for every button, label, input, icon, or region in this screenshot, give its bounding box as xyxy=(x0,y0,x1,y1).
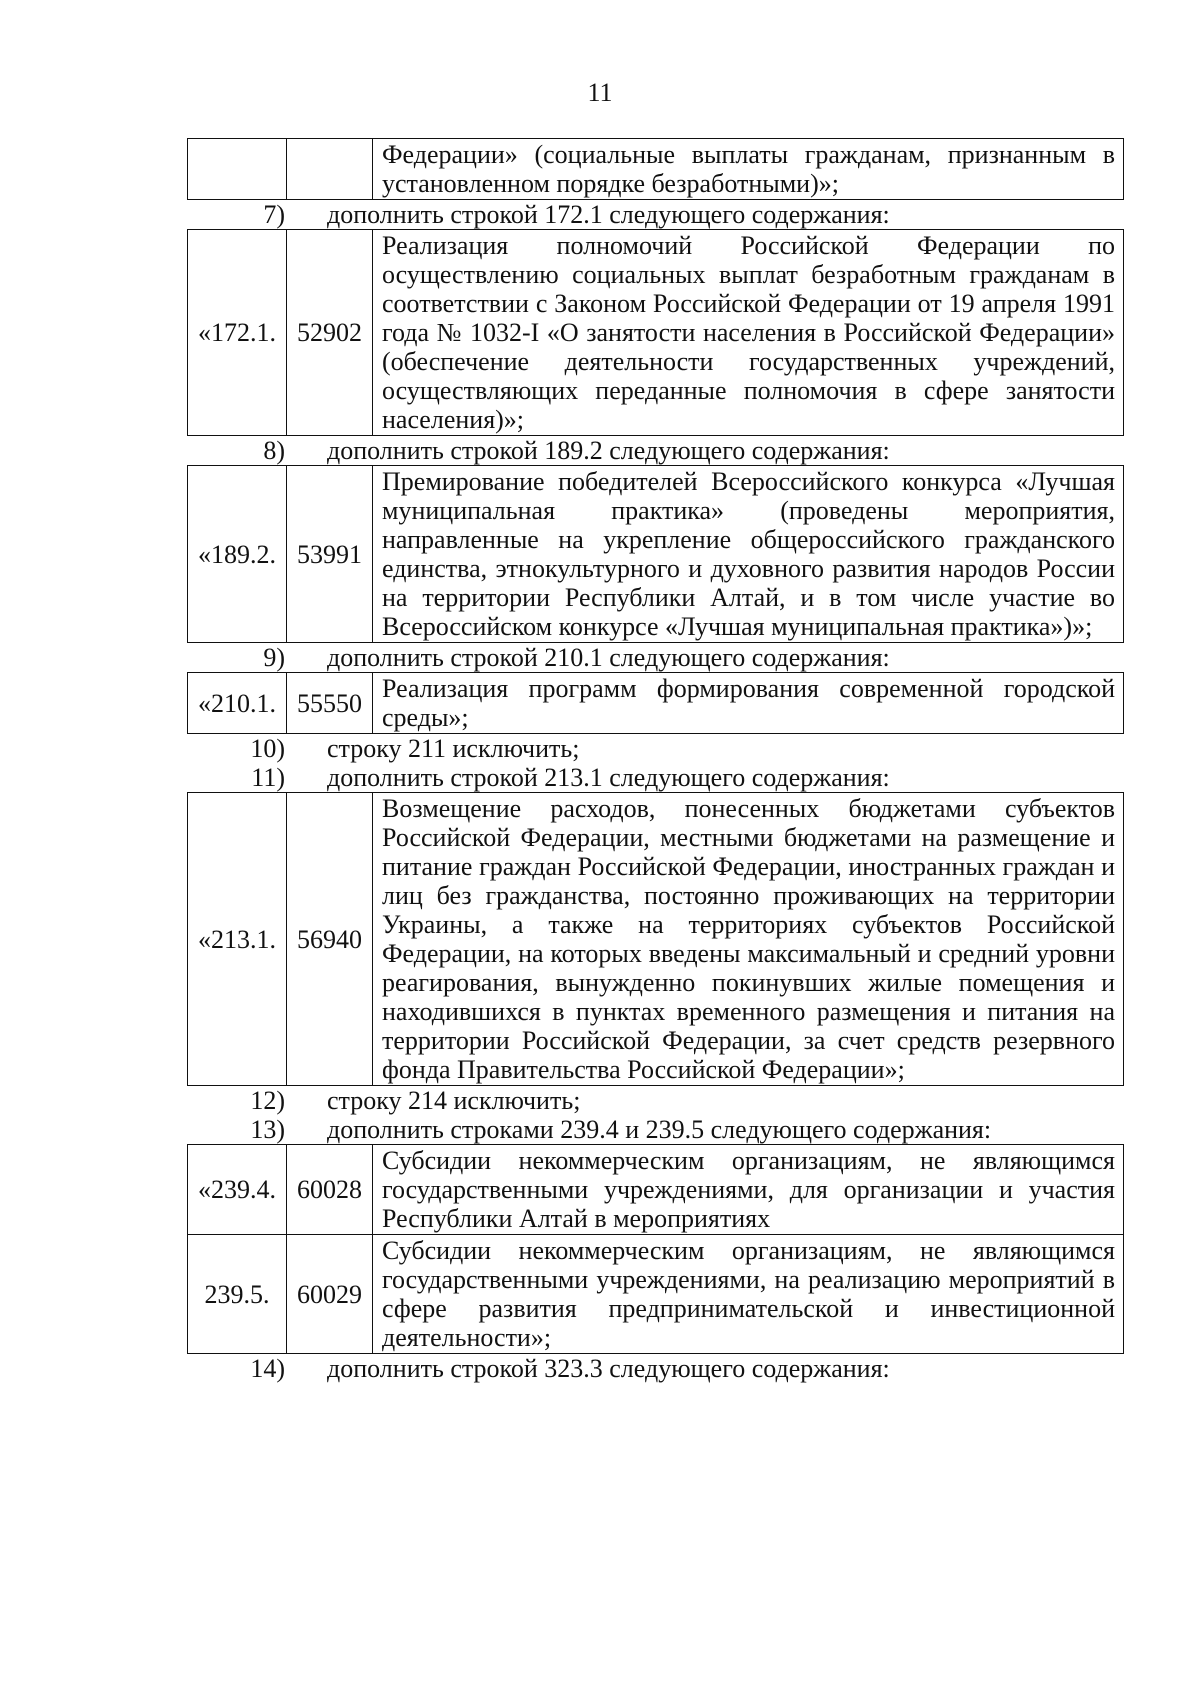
table-row xyxy=(188,230,1124,436)
table-row xyxy=(188,673,1124,734)
instruction-text: дополнить строкой 172.1 следующего содержания: xyxy=(327,200,890,229)
description-cell: Реализация программ формирования современной городской среды»; xyxy=(373,673,1124,734)
instruction-number: 12) xyxy=(250,1086,285,1115)
description-cell: Возмещение расходов, понесенных бюджетами субъектов Российской Федерации, местными бюджетами на размещение и питание граждан Российской Федерации, иностранных граждан и лиц без гражданства, постоянно проживающих на территории Украины, а также на территориях субъектов Российской Федерации, на которых введены максимальный и средний уровни реагирования, вынужденно покинувших жилые помещения и находившихся в пунктах временного размещения и питания на территории Российской Федерации, за счет средств резервного фонда Правительства Российской Федерации»; xyxy=(373,793,1124,1086)
instruction-number: 10) xyxy=(250,734,285,763)
description-cell: Реализация полномочий Российской Федерации по осуществлению социальных выплат безработным гражданам в соответствии с Законом Российской Федерации от 19 апреля 1991 года № 1032-I «О занятости населения в Российской Федерации» (обеспечение деятельности государственных учреждений, осуществляющих переданные полномочия в сфере занятости населения)»; xyxy=(373,230,1124,436)
table-row xyxy=(188,1145,1124,1235)
kbk-code-cell: 56940 xyxy=(287,793,373,1086)
description-cell: Федерации» (социальные выплаты гражданам, признанным в установленном порядке безработными)»; xyxy=(373,139,1124,200)
instruction-number: 13) xyxy=(250,1115,285,1144)
description-cell: Субсидии некоммерческим организациям, не являющимся государственными учреждениями, на реализацию мероприятий в сфере развития предпринимательской и инвестиционной деятельности»; xyxy=(373,1235,1124,1354)
instruction-line xyxy=(187,200,1124,229)
row-number-cell: «213.1. xyxy=(188,793,287,1086)
row-number-cell: «210.1. xyxy=(188,673,287,734)
instruction-text: дополнить строкой 189.2 следующего содержания: xyxy=(327,436,890,465)
instruction-line xyxy=(187,436,1124,465)
instruction-text: дополнить строкой 213.1 следующего содержания: xyxy=(327,763,890,792)
kbk-code-cell: 53991 xyxy=(287,466,373,643)
kbk-code-cell: 60028 xyxy=(287,1145,373,1235)
row-number-cell: 239.5. xyxy=(188,1235,287,1354)
description-cell: Премирование победителей Всероссийского конкурса «Лучшая муниципальная практика» (проведены мероприятия, направленные на укрепление общероссийского гражданского единства, этнокультурного и духовного развития народов России на территории Республики Алтай, и в том числе участие во Всероссийском конкурсе «Лучшая муниципальная практика»)»; xyxy=(373,466,1124,643)
description-cell: Субсидии некоммерческим организациям, не являющимся государственными учреждениями, для организации и участия Республики Алтай в мероприятиях xyxy=(373,1145,1124,1235)
instruction-number: 9) xyxy=(263,643,285,672)
instruction-text: строку 214 исключить; xyxy=(327,1086,581,1115)
instruction-text: дополнить строками 239.4 и 239.5 следующего содержания: xyxy=(327,1115,992,1144)
instruction-line xyxy=(187,734,1124,763)
document-body xyxy=(187,138,1124,1383)
instruction-text: дополнить строкой 323.3 следующего содержания: xyxy=(327,1354,890,1383)
kbk-code-cell xyxy=(287,139,373,200)
instruction-line xyxy=(187,763,1124,792)
table-row xyxy=(188,139,1124,200)
kbk-code-cell: 55550 xyxy=(287,673,373,734)
amendment-table xyxy=(187,792,1124,1086)
amendment-table xyxy=(187,229,1124,436)
row-number-cell: «239.4. xyxy=(188,1145,287,1235)
table-row xyxy=(188,1235,1124,1354)
instruction-text: строку 211 исключить; xyxy=(327,734,580,763)
instruction-number: 7) xyxy=(263,200,285,229)
amendment-table xyxy=(187,138,1124,200)
kbk-code-cell: 60029 xyxy=(287,1235,373,1354)
amendment-table xyxy=(187,465,1124,643)
amendment-table xyxy=(187,1144,1124,1354)
instruction-line xyxy=(187,1354,1124,1383)
instruction-number: 14) xyxy=(250,1354,285,1383)
instruction-line xyxy=(187,643,1124,672)
instruction-line xyxy=(187,1086,1124,1115)
table-row xyxy=(188,793,1124,1086)
row-number-cell: «189.2. xyxy=(188,466,287,643)
row-number-cell xyxy=(188,139,287,200)
page-number: 11 xyxy=(587,78,613,107)
table-row xyxy=(188,466,1124,643)
instruction-number: 11) xyxy=(251,763,285,792)
instruction-number: 8) xyxy=(263,436,285,465)
amendment-table xyxy=(187,672,1124,734)
instruction-line xyxy=(187,1115,1124,1144)
instruction-text: дополнить строкой 210.1 следующего содержания: xyxy=(327,643,890,672)
kbk-code-cell: 52902 xyxy=(287,230,373,436)
row-number-cell: «172.1. xyxy=(188,230,287,436)
